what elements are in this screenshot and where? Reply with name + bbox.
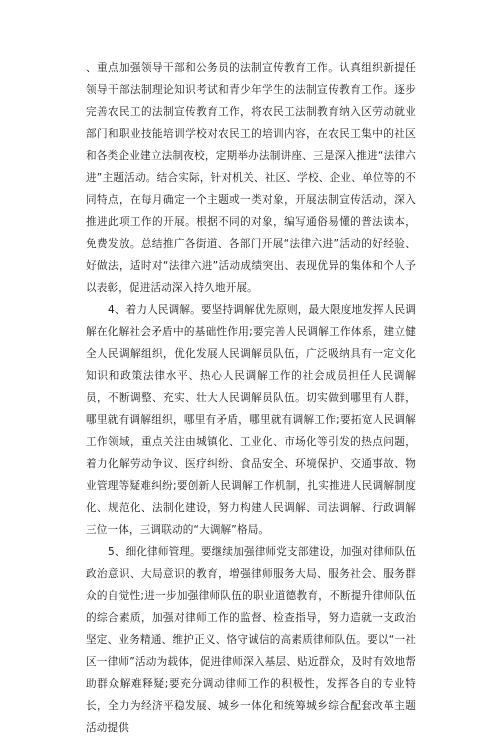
paragraph-legal-education: 、重点加强领导干部和公务员的法制宣传教育工作。认真组织新提任领导干部法制理论知识考试和青少年学生的法制宣传教育工作。逐步完善农民工的法制宣传教育工作，将农民工法制教育纳入区劳动就业部门和职业技能培训学校对农民工的培训内容，在农民工集中的社区和各类企业建立法制夜校，定期举办法制讲座、三是深入推进“法律六进”主题活动。结合实际，针对机关、社区、学校、企业、单位等的不同特点，在每月确定一个主题或一类对象，开展法制宣传活动，深入推进此项工作的开展。根据不同的对象，编写通俗易懂的普法读本，免费发放。总结推广各街道、各部门开展“法律六进”活动的好经验、好做法，适时对“法律六进”活动成绩突出、表现优异的集体和个人予以表彰，促进活动深入持久地开展。 (86, 62, 416, 294)
paragraph-people-mediation: 4、着力人民调解。要坚持调解优先原则，最大限度地发挥人民调解在化解社会矛盾中的基础性作用;要完善人民调解工作体系，建立健全人民调解组织，优化发展人民调解员队伍，广泛吸纳具有一定文化知识和政策法律水平、热心人民调解工作的社会成员担任人民调解员，不断调整、充实、壮大人民调解员队伍。切实做到哪里有人群，哪里就有调解组织，哪里有矛盾，哪里就有调解工作;要拓宽人民调解工作领域，重点关注由城镇化、工业化、市场化等引发的热点问题，着力化解劳动争议、医疗纠纷、食品安全、环境保护、交通事故、物业管理等疑难纠纷;要创新人民调解工作机制，扎实推进人民调解制度化、规范化、法制化建设，努力构建人民调解、司法调解、行政调解三位一体，三调联动的“大调解”格局。 (86, 304, 416, 536)
paragraph-lawyer-management: 5、细化律师管理。要继续加强律师党支部建设，加强对律师队伍政治意识、大局意识的教育，增强律师服务大局、服务社会、服务群众的自觉性;进一步加强律师队伍的职业道德教育，不断提升律师队伍的综合素质，加强对律师工作的监督、检查指导，努力造就一支政治坚定、业务精通、维护正义、恪守诚信的高素质律师队伍。要以“一社区一律师”活动为载体，促进律师深入基层、贴近群众，及时有效地帮助群众解难释疑;要充分调动律师工作的积极性，发挥各自的专业特长，全力为经济平稳发展、城乡一体化和统筹城乡综合配套改革主题活动提供 (86, 546, 416, 734)
document-body (86, 57, 416, 739)
